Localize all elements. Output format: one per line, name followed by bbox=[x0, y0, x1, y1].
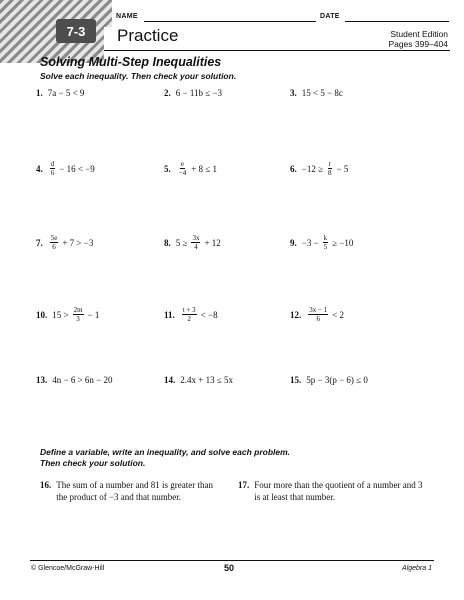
denominator: 2 bbox=[187, 315, 191, 323]
expression-suffix: − 5 bbox=[336, 163, 349, 174]
footer-divider bbox=[30, 560, 434, 561]
problem-text: Four more than the quotient of a number and 3 is at least that number. bbox=[254, 480, 423, 502]
expression-text: 5p − 3(p − 6) ≤ 0 bbox=[306, 375, 368, 385]
problem-8 bbox=[164, 234, 221, 251]
instructions-line: Then check your solution. bbox=[40, 458, 146, 468]
denominator: −4 bbox=[178, 169, 187, 177]
problem-12 bbox=[290, 306, 344, 323]
problem-3 bbox=[290, 88, 343, 98]
problem-number: 17. bbox=[238, 480, 250, 490]
course-name: Algebra 1 bbox=[402, 565, 432, 572]
copyright: © Glencoe/McGraw-Hill bbox=[31, 565, 105, 572]
problem-9 bbox=[290, 234, 353, 251]
name-label: NAME bbox=[116, 13, 138, 20]
problem-expression bbox=[180, 375, 233, 385]
problem-4 bbox=[36, 160, 95, 177]
problem-expression bbox=[52, 375, 112, 385]
problem-15 bbox=[290, 375, 368, 385]
problem-expression bbox=[180, 306, 218, 323]
problem-expression bbox=[302, 88, 343, 98]
expression-suffix: < −8 bbox=[200, 309, 218, 320]
problem-expression bbox=[302, 234, 354, 251]
expression-text: 4n − 6 > 6n − 20 bbox=[52, 375, 113, 385]
expression-prefix: −3 − bbox=[301, 237, 319, 248]
fraction bbox=[178, 160, 187, 177]
expression-text: 15 < 5 − 8c bbox=[301, 88, 343, 98]
numerator: r bbox=[328, 160, 331, 168]
denominator: 5 bbox=[323, 243, 328, 251]
problem-expression bbox=[52, 306, 99, 323]
denominator: 3 bbox=[76, 315, 80, 323]
word-problem-17 bbox=[238, 480, 423, 503]
expression-text: 7a − 5 < 9 bbox=[47, 88, 85, 98]
fraction bbox=[50, 160, 56, 177]
denominator: 6 bbox=[316, 315, 320, 323]
word-problem-16 bbox=[40, 480, 215, 503]
expression-suffix: + 7 > −3 bbox=[62, 237, 94, 248]
problem-expression bbox=[302, 160, 349, 177]
fraction bbox=[191, 234, 200, 251]
problem-expression bbox=[48, 160, 95, 177]
problem-10 bbox=[36, 306, 99, 323]
problem-1 bbox=[36, 88, 84, 98]
problem-number: 8. bbox=[164, 237, 171, 248]
problem-number: 10. bbox=[36, 309, 48, 320]
expression-suffix: ≥ −10 bbox=[332, 237, 354, 248]
problem-number: 2. bbox=[164, 88, 171, 98]
denominator: 4 bbox=[194, 243, 198, 251]
fraction bbox=[50, 234, 59, 251]
problem-2 bbox=[164, 88, 222, 98]
problem-number: 4. bbox=[36, 163, 43, 174]
problem-11 bbox=[164, 306, 218, 323]
problem-number: 9. bbox=[290, 237, 297, 248]
fraction bbox=[308, 306, 328, 323]
page-title: Practice bbox=[117, 26, 179, 45]
problem-expression bbox=[48, 234, 94, 251]
expression-prefix: −12 ≥ bbox=[301, 163, 324, 174]
problem-number: 1. bbox=[36, 88, 43, 98]
expression-suffix: + 8 ≤ 1 bbox=[191, 163, 217, 174]
problem-number: 16. bbox=[40, 480, 52, 490]
page-number: 50 bbox=[224, 563, 235, 573]
header-divider bbox=[104, 50, 450, 51]
expression-suffix: − 16 < −9 bbox=[59, 163, 95, 174]
date-field[interactable] bbox=[345, 21, 449, 22]
problem-expression bbox=[306, 375, 368, 385]
section-title: Solving Multi-Step Inequalities bbox=[40, 55, 222, 69]
name-field[interactable] bbox=[144, 21, 316, 22]
problem-number: 11. bbox=[164, 309, 175, 320]
section-instructions: Solve each inequality. Then check your solution. bbox=[40, 71, 237, 81]
expression-text: 6 − 11b ≤ −3 bbox=[175, 88, 223, 98]
problem-7 bbox=[36, 234, 93, 251]
problem-14 bbox=[164, 375, 233, 385]
problem-number: 6. bbox=[290, 163, 297, 174]
expression-suffix: < 2 bbox=[332, 309, 345, 320]
denominator: 6 bbox=[50, 169, 55, 177]
problem-6 bbox=[290, 160, 348, 177]
fraction bbox=[327, 160, 333, 177]
problem-expression bbox=[176, 234, 221, 251]
denominator: 6 bbox=[52, 243, 56, 251]
problem-expression bbox=[306, 306, 344, 323]
fraction bbox=[182, 306, 197, 323]
numerator: 3x bbox=[192, 234, 200, 242]
expression-prefix: 15 > bbox=[52, 309, 69, 320]
lesson-badge: 7-3 bbox=[56, 19, 96, 43]
expression-text: 2.4x + 13 ≤ 5x bbox=[180, 375, 234, 385]
pages-line: Pages 399–404 bbox=[388, 39, 448, 49]
problem-expression bbox=[48, 88, 85, 98]
numerator: 2m bbox=[73, 306, 83, 314]
edition-info bbox=[388, 29, 448, 49]
fraction bbox=[323, 234, 329, 251]
expression-suffix: − 1 bbox=[87, 309, 100, 320]
date-label: DATE bbox=[320, 13, 340, 20]
fraction bbox=[73, 306, 84, 323]
word-problem-instructions bbox=[40, 447, 420, 469]
problem-number: 12. bbox=[290, 309, 302, 320]
edition-line: Student Edition bbox=[390, 29, 448, 39]
problem-number: 5. bbox=[164, 163, 171, 174]
problem-expression bbox=[176, 88, 222, 98]
numerator: t + 3 bbox=[182, 306, 196, 314]
problem-number: 7. bbox=[36, 237, 43, 248]
problem-number: 13. bbox=[36, 375, 48, 385]
numerator: k bbox=[323, 234, 328, 242]
expression-suffix: + 12 bbox=[204, 237, 221, 248]
numerator: 5e bbox=[50, 234, 58, 242]
expression-prefix: 5 ≥ bbox=[175, 237, 188, 248]
numerator: e bbox=[180, 160, 185, 168]
problem-13 bbox=[36, 375, 112, 385]
problem-expression bbox=[176, 160, 217, 177]
instructions-line: Define a variable, write an inequality, and solve each problem. bbox=[40, 447, 291, 457]
problem-number: 15. bbox=[290, 375, 302, 385]
problem-text: The sum of a number and 81 is greater than the product of −3 and that number. bbox=[56, 480, 213, 502]
problem-number: 3. bbox=[290, 88, 297, 98]
numerator: d bbox=[50, 160, 55, 168]
problem-number: 14. bbox=[164, 375, 176, 385]
problem-5 bbox=[164, 160, 217, 177]
denominator: 8 bbox=[328, 169, 332, 177]
numerator: 3x − 1 bbox=[309, 306, 328, 314]
